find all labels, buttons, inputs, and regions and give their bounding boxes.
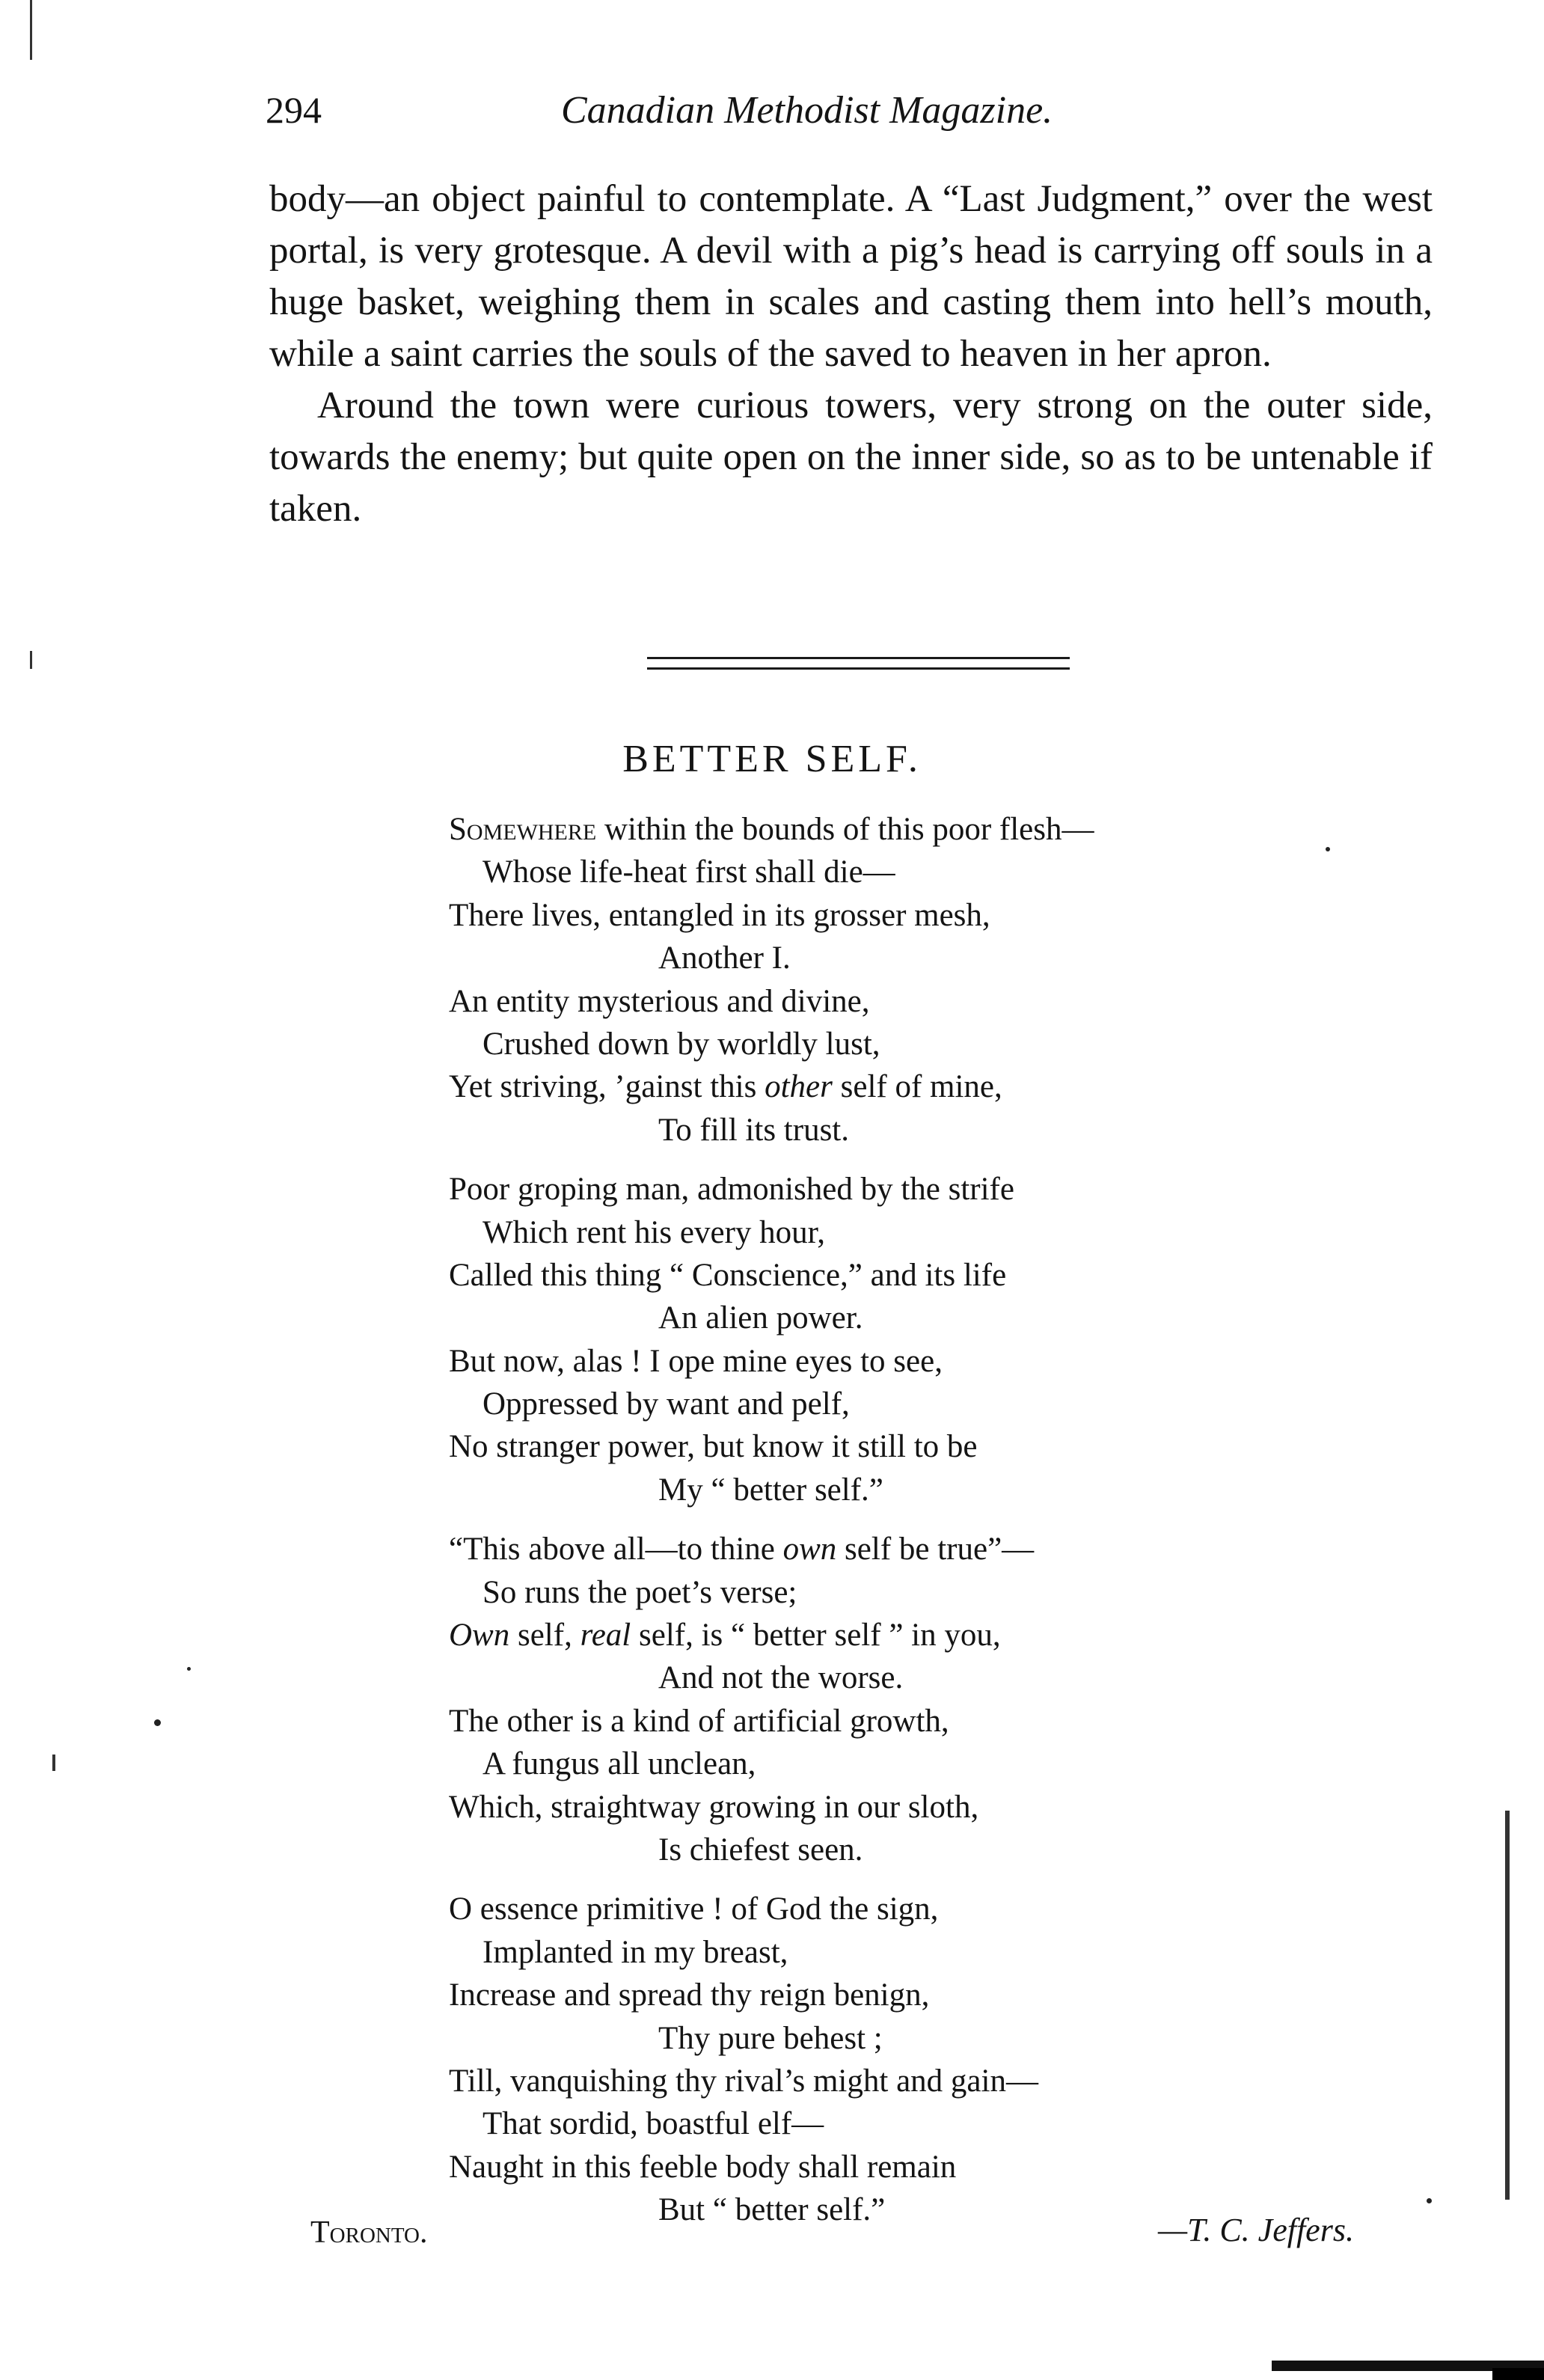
verse-line: But now, alas ! I ope mine eyes to see, [449,1343,943,1379]
scan-speck [154,1719,161,1726]
verse-line: Crushed down by worldly lust, [482,1026,880,1062]
verse-line: So runs the poet’s verse; [482,1574,797,1610]
verse-line: My “ better self.” [658,1472,883,1508]
verse-line: Poor groping man, admonished by the strife [449,1172,1014,1208]
section-divider [647,657,1070,670]
verse-line [449,808,1421,851]
divider-line [647,667,1070,670]
poem-title: BETTER SELF. [622,738,922,780]
page-number: 294 [266,89,322,131]
verse-text: self, [509,1618,580,1654]
verse-line [449,1614,1421,1656]
verse-line: Till, vanquishing thy rival’s might and gain— [449,2063,1038,2099]
verse-line: O essence primitive ! of God the sign, [449,1891,939,1927]
poem [449,808,1421,2248]
emphasis: other [765,1069,833,1105]
emphasis: own [782,1532,837,1567]
stanza [449,808,1421,1151]
verse-line: An entity mysterious and divine, [449,983,870,1019]
prose-paragraph: Around the town were curious towers, very strong on the outer side, towards the enemy; but quite open on the inner side, so as to be untenable if taken. [269,385,1433,530]
running-title: Canadian Methodist Magazine. [561,89,1053,132]
stanza [449,1528,1421,1871]
emphasis: real [580,1618,631,1654]
scan-speck [1326,847,1330,851]
scan-speck [1427,2198,1432,2203]
scan-margin-mark [1505,1811,1510,2200]
verse-text: within the bounds of this poor flesh— [596,812,1094,847]
divider-line [647,657,1070,659]
verse-line: That sordid, boastful elf— [482,2106,824,2142]
verse-line: Whose life-heat first shall die— [482,854,895,890]
verse-text: self, is “ better self ” in you, [631,1618,1001,1654]
verse-line: Increase and spread thy reign benign, [449,1977,930,2013]
verse-text: “This above all—to thine [449,1532,783,1567]
verse-line: Thy pure behest ; [658,2020,883,2056]
verse-line: The other is a kind of artificial growth, [449,1703,949,1739]
verse-line: Called this thing “ Conscience,” and its life [449,1257,1007,1293]
prose-paragraph: body—an object painful to contemplate. A “Last Judgment,” over the west portal, is very grotesque. A devil with a pig’s head is carrying off souls in a huge basket, weighing them in scales and casting them into hell’s mouth, while a saint carries the souls of the saved to heaven in her apron. [269,178,1433,375]
scan-speck [30,651,32,669]
emphasis: Own [449,1618,510,1654]
verse-line: There lives, entangled in its grosser mesh, [449,897,990,933]
verse-line: Implanted in my breast, [482,1934,788,1970]
stanza [449,1168,1421,1511]
scan-edge-shadow [1492,2368,1544,2380]
verse-text: self be true”— [836,1532,1035,1567]
signature-author: —T. C. Jeffers. [1158,2212,1354,2248]
verse-line [449,1065,1421,1108]
scan-speck [30,0,32,60]
drop-word: Somewhere [449,812,597,847]
verse-line: And not the worse. [658,1660,904,1696]
stanza [449,1888,1421,2231]
verse-line: Oppressed by want and pelf, [482,1386,850,1422]
verse-line [449,1528,1421,1570]
verse-line: No stranger power, but know it still to be [449,1429,978,1465]
scan-speck [187,1667,191,1671]
running-header [266,88,1433,148]
signature-place: Toronto. [310,2215,428,2250]
verse-line: To fill its trust. [658,1112,849,1148]
verse-line: A fungus all unclean, [482,1746,756,1782]
verse-line: Which rent his every hour, [482,1214,825,1250]
verse-line: An alien power. [658,1300,863,1336]
verse-line: Another I. [658,940,791,976]
verse-line: Naught in this feeble body shall remain [449,2149,957,2185]
verse-text: Yet striving, ’gainst this [449,1069,765,1105]
verse-text: self of mine, [832,1069,1002,1105]
verse-line: Which, straightway growing in our sloth, [449,1789,979,1825]
prose-block [269,174,1433,535]
scan-speck [52,1755,55,1771]
verse-line: But “ better self.” [658,2192,886,2228]
verse-line: Is chiefest seen. [658,1832,863,1867]
